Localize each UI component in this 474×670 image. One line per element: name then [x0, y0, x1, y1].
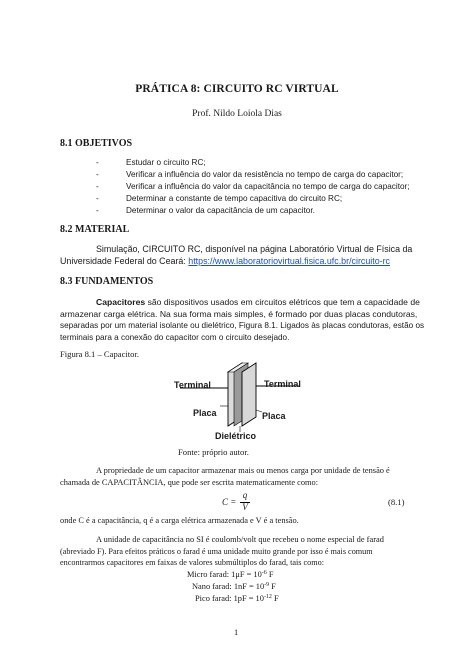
equation-denominator: V — [242, 502, 248, 512]
section-heading-objetivos: 8.1 OBJETIVOS — [60, 138, 133, 149]
unit-line-nano — [192, 582, 276, 591]
label-dieletrico: Dielétrico — [215, 431, 257, 441]
page-title: PRÁTICA 8: CIRCUITO RC VIRTUAL — [135, 83, 339, 95]
equation-explanation: onde C é a capacitância, q é a carga elétrica armazenada e V é a tensão. — [60, 516, 299, 525]
unit-symbol: F — [271, 594, 279, 603]
paragraph-line: A unidade de capacitância no SI é coulomb/volt que recebeu o nome especial de farad — [96, 535, 384, 544]
bullet-dash: - — [96, 206, 99, 215]
unit-symbol: F — [266, 570, 274, 579]
objective-item: Determinar a constante de tempo capacitiva do circuito RC; — [126, 194, 343, 203]
paragraph-line: A propriedade de um capacitor armazenar mais ou menos carga por unidade de tensão é — [96, 466, 390, 475]
label-placa-right: Placa — [262, 411, 286, 421]
unit-exponent: -9 — [264, 582, 270, 588]
material-text-prefix: Universidade Federal do Ceará: — [60, 256, 189, 266]
objective-item: Determinar o valor da capacitância de um capacitor. — [126, 206, 315, 215]
objective-item: Verificar a influência do valor da resistência no tempo de carga do capacitor; — [126, 170, 404, 179]
label-terminal-left: Terminal — [174, 380, 211, 390]
unit-label: Micro farad: 1μF = 10 — [187, 570, 262, 579]
equation-capacitance — [222, 492, 272, 514]
unit-exponent: -12 — [263, 594, 272, 600]
paragraph-line: (abreviado F). Para efeitos práticos o farad é uma unidade muito grande por isso é mais comum — [60, 547, 373, 556]
label-placa-left: Placa — [193, 408, 217, 418]
unit-symbol: F — [269, 582, 276, 591]
bullet-dash: - — [96, 194, 99, 203]
simulation-link[interactable]: https://www.laboratoriovirtual.fisica.ufc.br/circuito-rc — [188, 256, 390, 266]
paragraph-line: encontrarmos capacitores em faixas de valores submúltiplos do farad, tais como: — [60, 558, 324, 567]
equation-number: (8.1) — [388, 497, 405, 507]
objective-item: Verificar a influência do valor da capacitância no tempo de carga do capacitor; — [126, 182, 410, 191]
bullet-dash: - — [96, 158, 99, 167]
material-text-line2 — [60, 256, 390, 266]
unit-line-pico — [195, 594, 279, 603]
section-heading-fundamentos: 8.3 FUNDAMENTOS — [60, 276, 154, 287]
bullet-dash: - — [96, 170, 99, 179]
right-plate — [242, 363, 256, 426]
section-heading-material: 8.2 MATERIAL — [60, 224, 130, 235]
bullet-dash: - — [96, 182, 99, 191]
equation-lhs: C = — [222, 497, 237, 507]
page-number: 1 — [234, 628, 239, 637]
paragraph-line: terminais para a conexão do capacitor com o circuito desejado. — [60, 333, 290, 342]
objective-item: Estudar o circuito RC; — [126, 158, 206, 167]
figure-caption: Figura 8.1 – Capacitor. — [60, 349, 140, 359]
material-text: Simulação, CIRCUITO RC, disponível na página Laboratório Virtual de Física da — [96, 244, 413, 254]
paragraph-line — [96, 297, 420, 307]
unit-exponent: -6 — [261, 570, 267, 576]
paragraph-line: separadas por um material isolante ou dielétrico, Figura 8.1. Ligados às placas condutoras, estão os — [60, 321, 425, 330]
paragraph-line: chamada de CAPACITÂNCIA, que pode ser escrita matematicamente como: — [60, 478, 319, 487]
figure-source: Fonte: próprio autor. — [178, 447, 249, 457]
equation-numerator: q — [242, 490, 248, 500]
author: Prof. Nildo Loiola Dias — [192, 109, 282, 119]
label-terminal-right: Terminal — [264, 379, 301, 389]
unit-label: Nano farad: 1nF = 10 — [192, 582, 265, 591]
paragraph-text: são dispositivos usados em circuitos elétricos que tem a capacidade de — [147, 297, 420, 307]
unit-label: Pico farad: 1pF = 10 — [195, 594, 264, 603]
term-capacitores: Capacitores — [96, 297, 146, 307]
paragraph-line: armazenar carga elétrica. Na sua forma mais simples, é formado por duas placas condutoras, — [60, 309, 418, 319]
unit-line-micro — [187, 570, 274, 579]
